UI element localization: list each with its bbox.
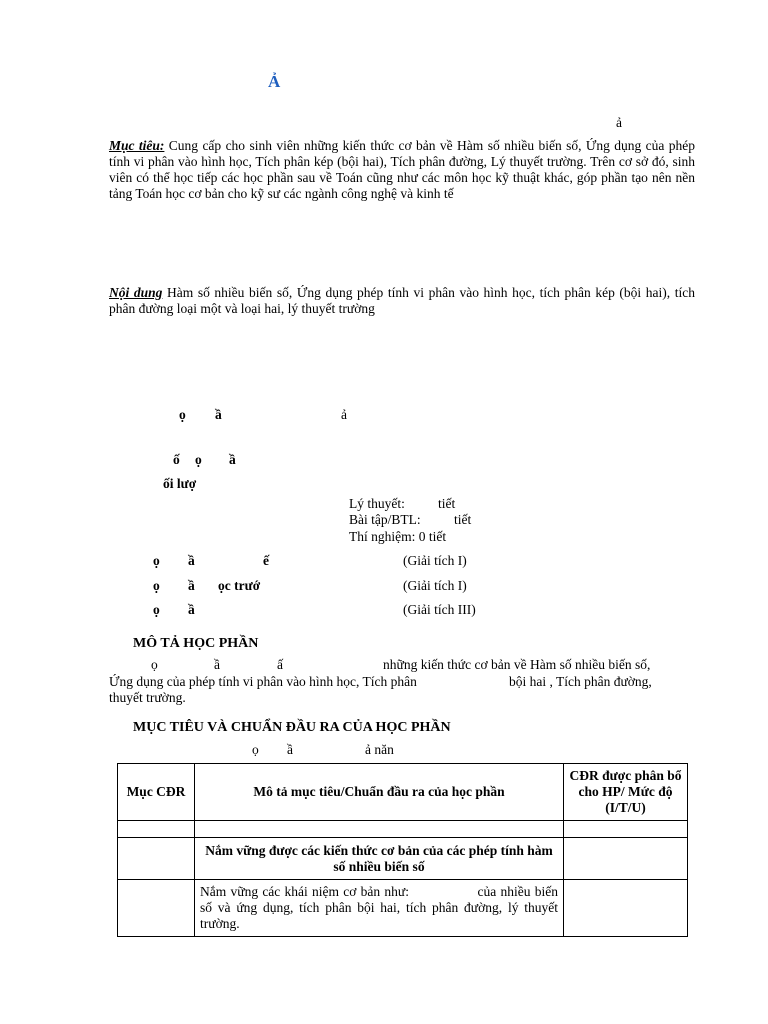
detail-text-a: Nắm vững các khái niệm cơ bản như: — [200, 884, 409, 899]
info-line-1-b: ầ — [215, 407, 222, 422]
prereq-2-b: ầ — [188, 578, 195, 593]
objective-text: Cung cấp cho sinh viên những kiến thức cơ bản về Hàm số nhiều biến số, Ứng dụng của phép tính vi phân vào hình học, Tích phân kép (bội hai), Tích phân đường, Lý thuyết trường. Trên cơ sở đó, sinh viên có thể học tiếp các học phần sau về Toán cũng như các môn học kỹ thuật khác, góp phần tạo nên nền tảng Toán học cơ bản cho kỹ sư các ngành công nghệ và kinh tế — [109, 138, 695, 201]
table-cell — [564, 838, 688, 880]
col-header-description: Mô tả mục tiêu/Chuẩn đầu ra của học phần — [195, 764, 564, 821]
description-frag-c: ấ — [277, 657, 283, 672]
hours-theory-unit: tiết — [438, 496, 456, 511]
table-row — [118, 838, 688, 880]
description-line-2-a: Ứng dụng của phép tính vi phân vào hình học, Tích phân — [109, 674, 417, 689]
prereq-3-a: ọ — [153, 602, 160, 617]
prereq-1-b: ầ — [188, 553, 195, 568]
objectives-heading: MỤC TIÊU VÀ CHUẨN ĐẦU RA CỦA HỌC PHẦN — [133, 720, 451, 735]
description-line-2-b: bội hai , Tích phân đường, — [509, 674, 652, 689]
table-header-row — [118, 764, 688, 821]
objective-label: Mục tiêu: — [109, 138, 165, 153]
objectives-frag-c: ả năn — [365, 742, 394, 757]
prereq-2-course: (Giải tích I) — [403, 578, 467, 593]
workload-label: ối lượ — [163, 476, 197, 491]
info-line-2-c: ầ — [229, 452, 236, 467]
detail-text-c: nhiều biến số và ứng dụng, tích phân bội hai, tích phân đường, lý thuyết trường. — [200, 884, 559, 931]
detail-cell — [195, 880, 564, 937]
table-cell — [564, 821, 688, 838]
table-row — [118, 821, 688, 838]
col-header-code: Mục CĐR — [118, 764, 195, 821]
prereq-1-c: ế — [263, 553, 269, 568]
prereq-2-a: ọ — [153, 578, 160, 593]
content-label: Nội dung — [109, 285, 163, 300]
prereq-1-course: (Giải tích I) — [403, 553, 467, 568]
prereq-1-a: ọ — [153, 553, 160, 568]
content-paragraph — [109, 285, 695, 317]
info-line-2-b: ọ — [195, 452, 202, 467]
table-cell — [118, 838, 195, 880]
hours-exercise-unit: tiết — [454, 512, 472, 527]
objectives-frag-b: ầ — [287, 742, 293, 757]
description-frag-b: ầ — [214, 657, 220, 672]
hours-exercise-label: Bài tập/BTL: — [349, 512, 421, 527]
prereq-3-course: (Giải tích III) — [403, 602, 476, 617]
table-cell — [118, 821, 195, 838]
hours-theory-label: Lý thuyết: — [349, 496, 405, 511]
header-fragment: ả — [616, 115, 622, 130]
description-frag-a: ọ — [151, 657, 158, 672]
objectives-frag-a: ọ — [252, 742, 259, 757]
table-cell — [564, 880, 688, 937]
col-header-level: CĐR được phân bổ cho HP/ Mức độ (I/T/U) — [564, 764, 688, 821]
info-line-1-a: ọ — [179, 407, 186, 422]
description-line-3: thuyết trường. — [109, 690, 186, 705]
hours-lab: Thí nghiệm: 0 tiết — [349, 529, 447, 544]
info-line-2-a: ố — [173, 452, 180, 467]
objectives-table — [117, 763, 688, 937]
table-cell — [118, 880, 195, 937]
table-cell — [195, 821, 564, 838]
content-text: Hàm số nhiều biến số, Ứng dụng phép tính vi phân vào hình học, tích phân kép (bội hai), tích phân đường loại một và loại hai, lý thuyết trường — [109, 285, 695, 316]
description-heading: MÔ TẢ HỌC PHẦN — [133, 636, 259, 651]
objective-paragraph — [109, 138, 695, 202]
prereq-2-c: ọc trướ — [218, 578, 261, 593]
prereq-3-b: ầ — [188, 602, 195, 617]
document-title: Ả — [268, 72, 281, 91]
info-line-1-c: ả — [341, 407, 347, 422]
group-title-cell: Nắm vững được các kiến thức cơ bản của các phép tính hàm số nhiều biến số — [195, 838, 564, 880]
table-row — [118, 880, 688, 937]
detail-text-b: của — [477, 884, 497, 899]
description-line-1: những kiến thức cơ bản về Hàm số nhiều biến số, — [383, 657, 651, 672]
